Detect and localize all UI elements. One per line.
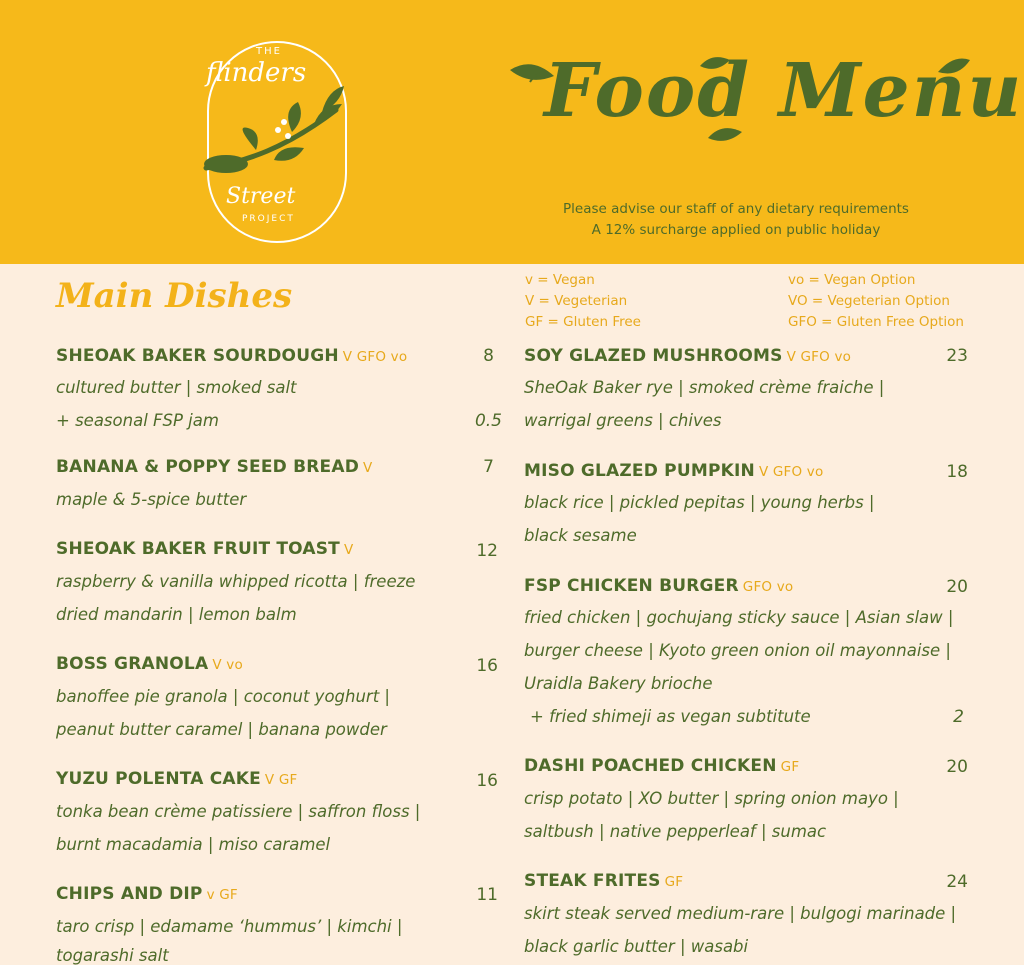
dish-name: CHIPS AND DIP v GF	[56, 884, 238, 904]
dish-price: 20	[946, 757, 968, 777]
logo-flinders-text: flinders	[206, 58, 307, 88]
legend-item: v = Vegan	[525, 272, 595, 288]
legend-item: VO = Vegeterian Option	[788, 293, 950, 309]
dish-description: raspberry & vanilla whipped ricotta | freeze	[56, 572, 416, 591]
dish-price: 20	[946, 577, 968, 597]
dietary-tags: V vo	[212, 657, 243, 673]
dish-description: black sesame	[524, 526, 637, 545]
menu-title-text: Food Menu	[544, 48, 1024, 134]
dish-description: togarashi salt	[56, 946, 169, 965]
dish-price: 16	[476, 656, 498, 676]
logo-street-text: Street	[226, 184, 296, 209]
section-title: Main Dishes	[56, 276, 293, 316]
dish-description: burnt macadamia | miso caramel	[56, 835, 331, 854]
dietary-tags: V GFO vo	[786, 349, 852, 365]
dietary-tags: v GF	[206, 887, 238, 903]
dish-price: 16	[476, 771, 498, 791]
dish-price: 23	[946, 346, 968, 366]
dish-price: 18	[946, 462, 968, 482]
dish-description: peanut butter caramel | banana powder	[56, 720, 387, 739]
dish-name: BOSS GRANOLA V vo	[56, 654, 243, 674]
dish-description: SheOak Baker rye | smoked crème fraiche |	[524, 378, 885, 397]
dish-addon: + seasonal FSP jam	[56, 411, 219, 430]
dish-description: black garlic butter | wasabi	[524, 937, 749, 956]
dish-price: 24	[946, 872, 968, 892]
dish-addon: + fried shimeji as vegan subtitute	[530, 707, 811, 726]
dish-description: banoffee pie granola | coconut yoghurt |	[56, 687, 390, 706]
legend-item: GF = Gluten Free	[525, 314, 641, 330]
surcharge-note: A 12% surcharge applied on public holiday	[591, 222, 881, 238]
dish-name: STEAK FRITES GF	[524, 871, 684, 891]
addon-price: 2	[953, 707, 964, 727]
dish-name: BANANA & POPPY SEED BREAD V	[56, 457, 373, 477]
dietary-tags: V GFO vo	[758, 464, 824, 480]
dietary-tags: GFO vo	[742, 579, 794, 595]
dish-description: dried mandarin | lemon balm	[56, 605, 297, 624]
dish-price: 11	[476, 885, 498, 905]
dish-price: 7	[483, 457, 494, 477]
dietary-note: Please advise our staff of any dietary requirements	[563, 201, 909, 217]
logo-the-text: THE	[256, 46, 282, 57]
dish-description: taro crisp | edamame ‘hummus’ | kimchi |	[56, 917, 403, 936]
dish-description: Uraidla Bakery brioche	[524, 674, 713, 693]
dietary-tags: V GFO vo	[342, 349, 408, 365]
legend-item: V = Vegeterian	[525, 293, 628, 309]
dish-name: FSP CHICKEN BURGER GFO vo	[524, 576, 794, 596]
logo-project-text: PROJECT	[242, 214, 295, 224]
dish-price: 8	[483, 346, 494, 366]
dish-description: maple & 5-spice butter	[56, 490, 247, 509]
legend-item: vo = Vegan Option	[788, 272, 916, 288]
header-banner	[0, 0, 1024, 264]
dish-description: saltbush | native pepperleaf | sumac	[524, 822, 827, 841]
logo	[196, 40, 358, 246]
dish-description: warrigal greens | chives	[524, 411, 722, 430]
dish-description: crisp potato | XO butter | spring onion mayo |	[524, 789, 899, 808]
dish-description: burger cheese | Kyoto green onion oil mayonnaise |	[524, 641, 951, 660]
addon-price: 0.5	[474, 411, 502, 431]
dish-name: DASHI POACHED CHICKEN GF	[524, 756, 800, 776]
dish-name: MISO GLAZED PUMPKIN V GFO vo	[524, 461, 824, 481]
dietary-tags: V GF	[264, 772, 298, 788]
dish-description: cultured butter | smoked salt	[56, 378, 297, 397]
dish-name: SHEOAK BAKER SOURDOUGH V GFO vo	[56, 346, 408, 366]
dietary-tags: V	[363, 460, 373, 476]
dietary-tags: V	[343, 542, 354, 558]
menu-title	[510, 42, 1024, 172]
dish-description: skirt steak served medium-rare | bulgogi marinade |	[524, 904, 957, 923]
dish-description: black rice | pickled pepitas | young herbs |	[524, 493, 875, 512]
dietary-tags: GF	[664, 874, 684, 890]
dish-name: SHEOAK BAKER FRUIT TOAST V	[56, 539, 354, 559]
dietary-tags: GF	[780, 759, 800, 775]
dish-description: tonka bean crème patissiere | saffron floss |	[56, 802, 421, 821]
dish-price: 12	[476, 541, 498, 561]
dish-name: YUZU POLENTA CAKE V GF	[56, 769, 298, 789]
dish-description: fried chicken | gochujang sticky sauce | Asian slaw |	[524, 608, 954, 627]
dish-name: SOY GLAZED MUSHROOMS V GFO vo	[524, 346, 852, 366]
legend-item: GFO = Gluten Free Option	[788, 314, 964, 330]
